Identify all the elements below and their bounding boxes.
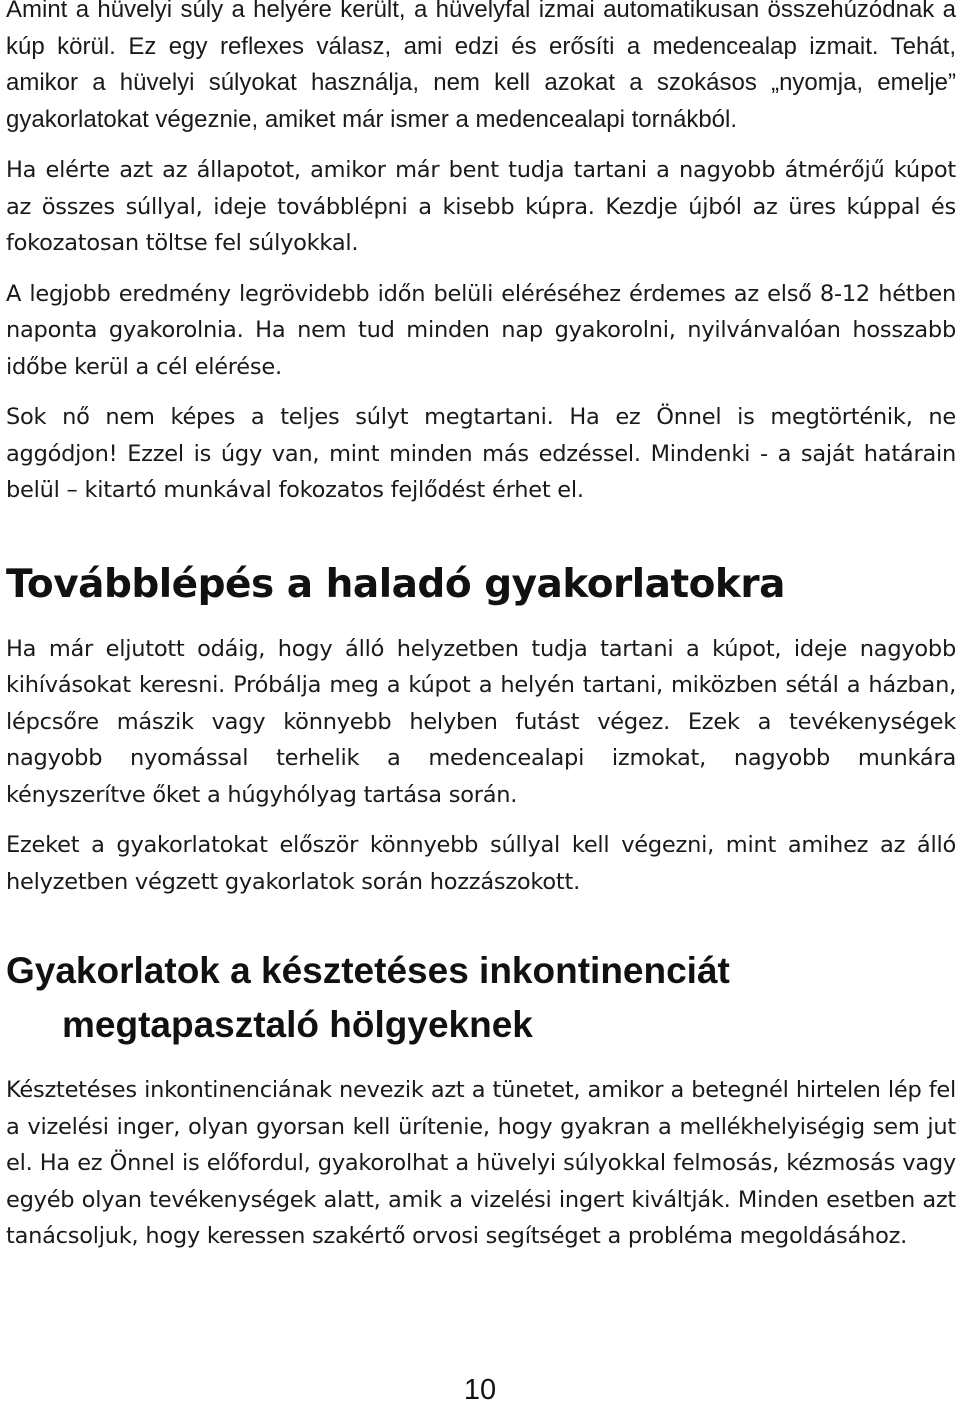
section-heading-advanced-exercises: Továbblépés a haladó gyakorlatokra <box>6 561 785 607</box>
paragraph-advanced-intro: Ha már eljutott odáig, hogy álló helyzetben tudja tartani a kúpot, ideje nagyobb kihívásokat keresni. Próbálja meg a kúpot a helyén tartani, miközben sétál a házban, lépcsőre mászik vagy könnyebb helyben futást végez. Ezek a tevékenységek nagyobb nyomással terhelik a medencealapi izmokat, nagyobb munkára kényszerítve őket a húgyhólyag tartása során. <box>6 635 956 808</box>
paragraph-next-cone: Ha elérte azt az állapotot, amikor már bent tudja tartani a nagyobb átmérőjű kúpot az összes súllyal, ideje továbblépni a kisebb kúpra. Kezdje újból az üres kúppal és fokozatosan töltse fel súlyokkal. <box>6 157 956 256</box>
paragraph-urge-incontinence: Késztetéses inkontinenciának nevezik azt a tünetet, amikor a betegnél hirtelen lép fel a vizelési inger, olyan gyorsan kell ürítenie, hogy gyakran a mellékhelyiségig sem jut el. Ha ez Önnel is előfordul, gyakorolhat a hüvelyi súlyokkal felmosás, kézmosás vagy egyéb olyan tevékenységek alatt, amik a vizelési ingert kiváltják. Minden esetben azt tanácsoljuk, hogy keressen szakértő orvosi segítséget a probléma megoldásához. <box>6 1077 956 1249</box>
heading-line-2: megtapasztaló hölgyeknek <box>62 1004 533 1045</box>
page-number: 10 <box>463 1374 497 1406</box>
document-page <box>6 0 956 1255</box>
paragraph-lighter-weight: Ezeket a gyakorlatokat először könnyebb súllyal kell végezni, mint amihez az álló helyzetben végzett gyakorlatok során hozzászokott. <box>6 832 956 895</box>
section-heading-urge-incontinence <box>6 944 956 1052</box>
paragraph-dont-worry: Sok nő nem képes a teljes súlyt megtartani. Ha ez Önnel is megtörténik, ne aggódjon! Ezzel is úgy van, mint minden más edzéssel. Mindenki - a saját határain belül – kitartó munkával fokozatos fejlődést érhet el. <box>6 404 956 503</box>
paragraph-vaginal-weight-reflex: Amint a hüvelyi súly a helyére került, a hüvelyfal izmai automatikusan összehúzódnak a kúp körül. Ez egy reflexes válasz, ami edzi és erősíti a medencealap izmait. Tehát, amikor a hüvelyi súlyokat használja, nem kell azokat a szokásos „nyomja, emelje” gyakorlatokat végeznie, amiket már ismer a medencealapi tornákból. <box>6 0 956 133</box>
paragraph-best-results: A legjobb eredmény legrövidebb időn belüli eléréséhez érdemes az első 8-12 hétben naponta gyakorolnia. Ha nem tud minden nap gyakorolni, nyilvánvalóan hosszabb időbe kerül a cél elérése. <box>6 280 956 380</box>
heading-line-1: Gyakorlatok a késztetéses inkontinenciát <box>6 950 730 991</box>
